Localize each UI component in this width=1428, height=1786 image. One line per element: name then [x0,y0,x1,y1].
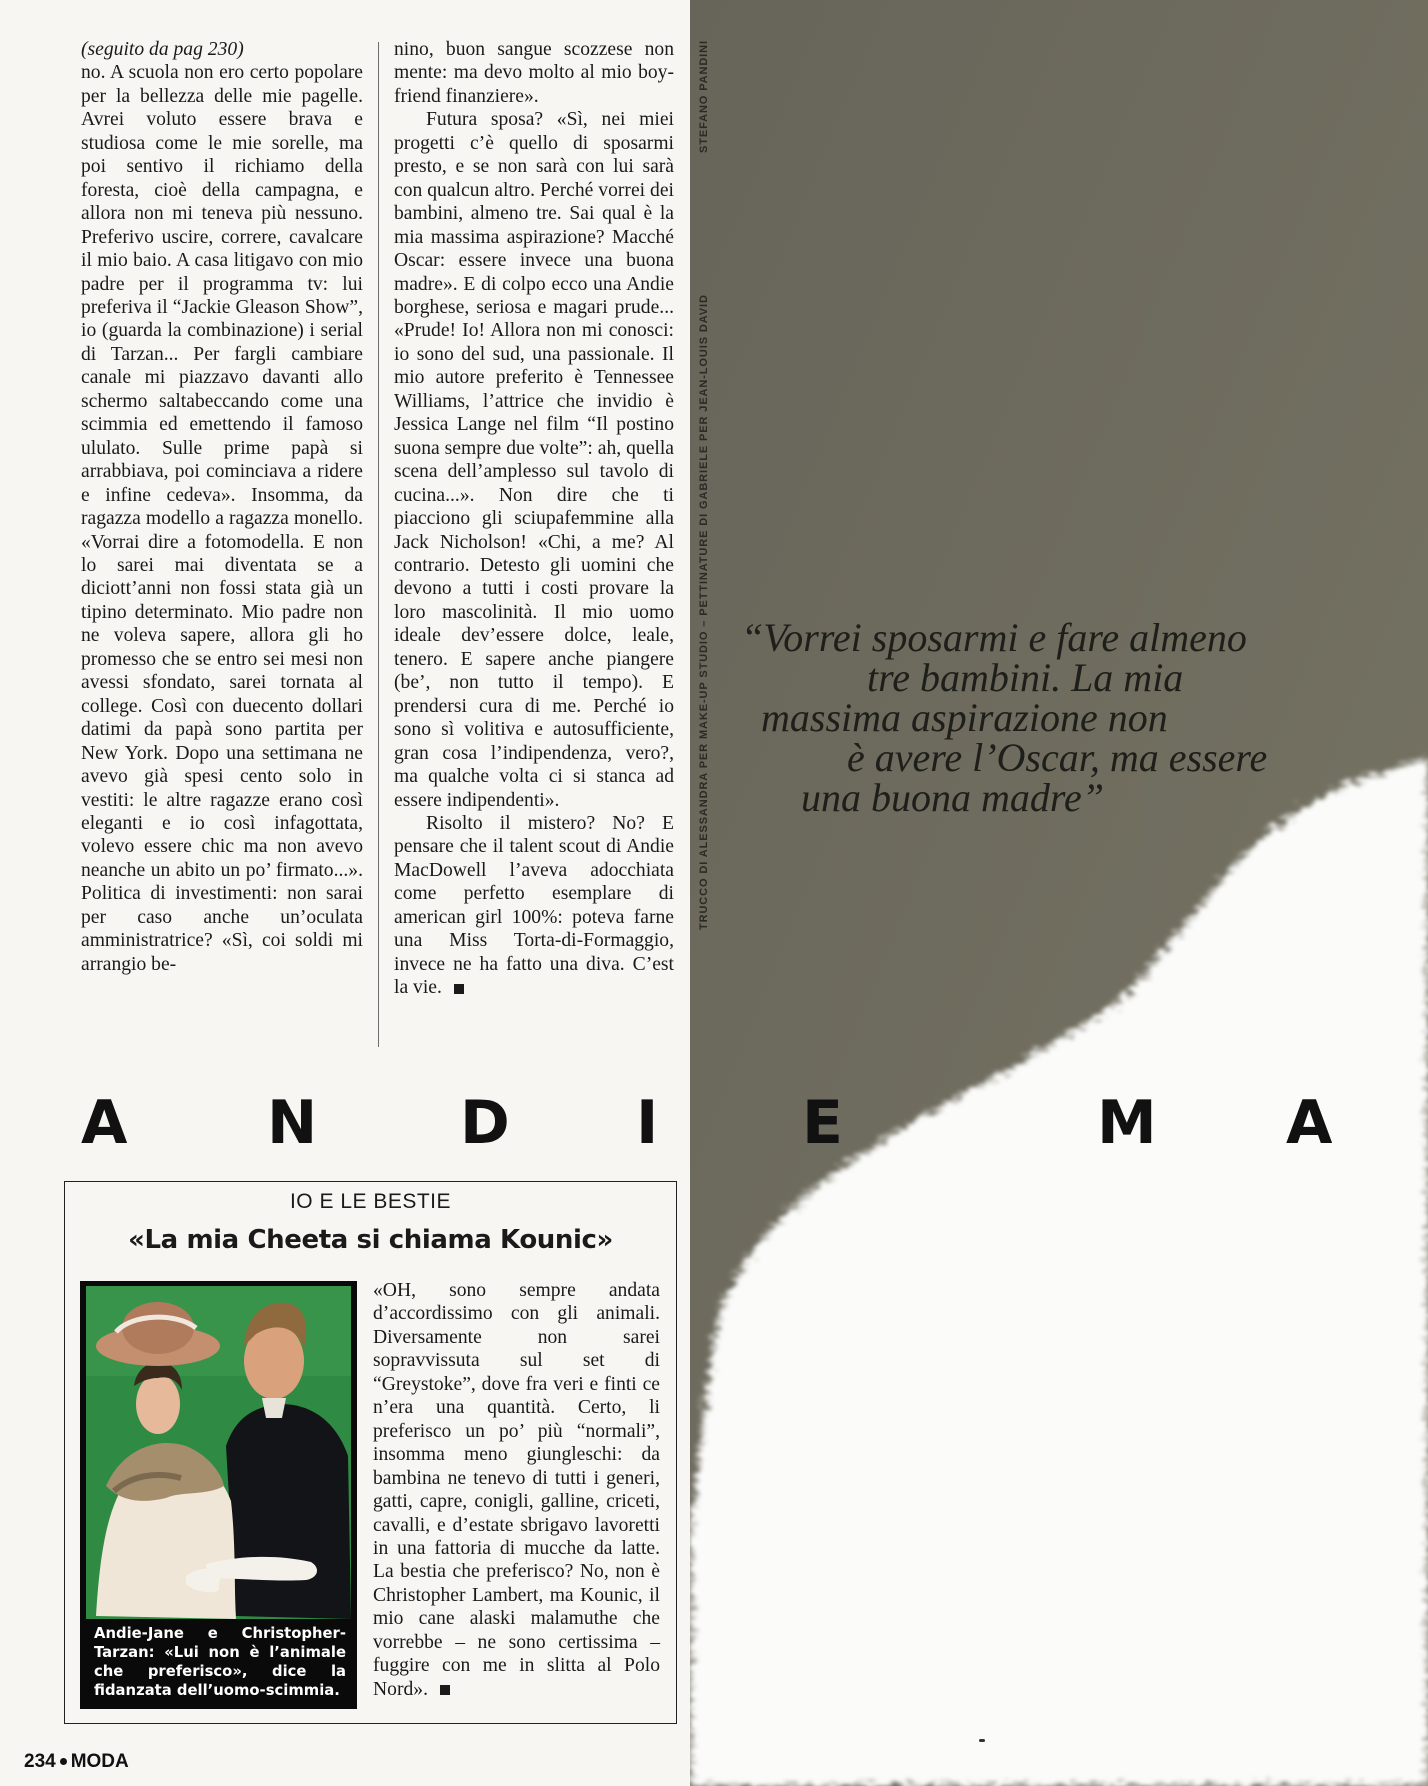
fur-photo [690,0,1428,1786]
pull-quote-line: massima aspirazione non [761,695,1168,740]
page-footer [24,1751,129,1773]
end-mark [440,1685,450,1695]
article-paragraph [394,812,674,1000]
headline-letter: N [267,1088,318,1158]
bullet-separator [60,1758,67,1765]
sidebar-body-text: «OH, sono sempre andata d’accordissimo con gli animali. Diversamente non sarei sopravvissuta sul set di “Greystoke”, dove fra veri e finti ce n’era una quantità. Certo, li preferisco un po’ più “normali”, insomma meno giungleschi: da bambina ne tenevo di tutti i generi, gatti, capre, conigli, galline, criceti, cavalli, e d’estate sbrigavo lavoretti in una fattoria di mucche da latte. La bestia che preferisco? No, non è Christopher Lambert, ma Kounic, il mio cane alaski malamuthe che vorrebbe – ne sono certissima – fuggire con me in slitta al Polo Nord». [373,1280,660,1700]
article-paragraph: Futura sposa? «Sì, nei miei progetti c’è quello di sposarmi presto, e se non sarà con lui sarà con qualcun altro. Perché vorrei dei bambini, almeno tre. Sai qual è la mia massima aspirazione? Macché Oscar: essere invece una buona madre». E di colpo ecco una Andie borghese, seriosa e magari prude... «Prude! Io! Allora non mi conosci: io sono del sud, una passionale. Il mio autore preferito è Tennessee Williams, l’attrice che invidio è Jessica Lange nel film “Il postino suona sempre due volte”: ah, quella scena dell’amplesso sul tavolo di cucina...». Non dire che ti piacciono gli sciupafemmine alla Jack Nicholson! «Chi, a me? Al contrario. Detesto gli uomini che devono a tutti i costi provare la loro mascolinità. Il mio uomo ideale dev’essere dolce, leale, tenero. E sapere anche piangere (be’, non tutto il tempo). E prendersi cura di me. Perché io sono sì volitiva e autosufficiente, gran cosa l’indipendenza, vero?, ma qualche volta ci si stanca ad essere indipendenti». [394,109,674,811]
pull-quote-line: tre bambini. La mia [867,655,1184,700]
pull-quote-line: è avere l’Oscar, ma essere [847,735,1268,780]
sidebar-box [64,1181,677,1724]
pull-quote-line: una buona madre” [801,775,1104,820]
article-column-1 [81,38,363,976]
photo-caption: Andie-Jane e Christopher-Tarzan: «Lui non è l’animale che preferisco», dice la fidanzata dell’uomo-scimmia. [94,1625,346,1699]
photographer-credit: STEFANO PANDINI [698,40,710,153]
article-paragraph: nino, buon sangue scozzese non mente: ma devo molto al mio boy-friend finanziere». [394,39,674,107]
headline-letter: I [636,1088,659,1158]
continuation-note: (seguito da pag 230) [81,39,244,60]
article-paragraph-text: Risolto il mistero? No? E pensare che il talent scout di Andie MacDowell l’aveva adocchiata come perfetto esemplare di american girl 100%: poteva farne una Miss Torta-di-Formaggio, invece ne ha fatto una diva. C’est la vie. [394,812,674,999]
styling-credit: TRUCCO DI ALESSANDRA PER MAKE-UP STUDIO – PETTINATURE DI GABRIELE PER JEAN-LOUIS DAVID [698,294,710,930]
film-still-image [86,1286,351,1619]
headline-letter: A [81,1088,128,1158]
headline-letter: A [1286,1088,1333,1158]
headline-letter: D [460,1088,510,1158]
page-speck [979,1739,985,1742]
article-column-2 [394,38,674,1000]
magazine-name: MODA [70,1751,129,1772]
pull-quote-line: “Vorrei sposarmi e fare almeno [741,615,1247,660]
headline-letter: E [802,1088,843,1158]
sidebar-kicker: IO E LE BESTIE [289,1190,452,1213]
film-still-photo [80,1281,357,1709]
end-mark [454,984,464,994]
pull-quote [735,615,1375,820]
headline-letter: M [1097,1088,1157,1158]
sidebar-body [373,1279,660,1701]
column-divider [378,42,379,1047]
page-number: 234 [24,1751,56,1772]
fur-illustration [690,0,1428,1786]
sidebar-title: «La mia Cheeta si chiama Kounic» [128,1225,613,1255]
article-paragraph: no. A scuola non ero certo popolare per la bellezza delle mie pagelle. Avrei voluto essere brava e studiosa come le mie sorelle, ma poi sentivo il richiamo della foresta, cioè della campagna, e allora non mi teneva più nessuno. Preferivo uscire, correre, cavalcare il mio baio. A casa litigavo con mio padre per il programma tv: lui preferiva il “Jackie Gleason Show”, io (guarda la combinazione) i serial di Tarzan... Per fargli cambiare canale mi piazzavo davanti allo schermo saltabeccando come una scimmia ed emettendo il famoso ululato. Sulle prime papà si arrabbiava, poi cominciava a ridere e infine cedeva». Insomma, da ragazza modello a ragazza monello. «Vorrai dire a fotomodella. E non lo sarei mai diventata se a diciott’anni non fossi stata già un tipino determinato. Mio padre non ne voleva sapere, allora gli ho promesso che se entro sei mesi non avessi sfondato, sarei tornata al college. Così con duecento dollari datimi da papà sono partita per New York. Dopo una settimana ne avevo già spesi cento solo in vestiti: le altre ragazze erano così eleganti e io così infagottata, volevo essere chic ma non avevo neanche un abito un po’ firmato...». Politica di investimenti: non sarai per caso anche un’oculata amministratrice? «Sì, coi soldi mi arrangio be- [81,62,363,975]
